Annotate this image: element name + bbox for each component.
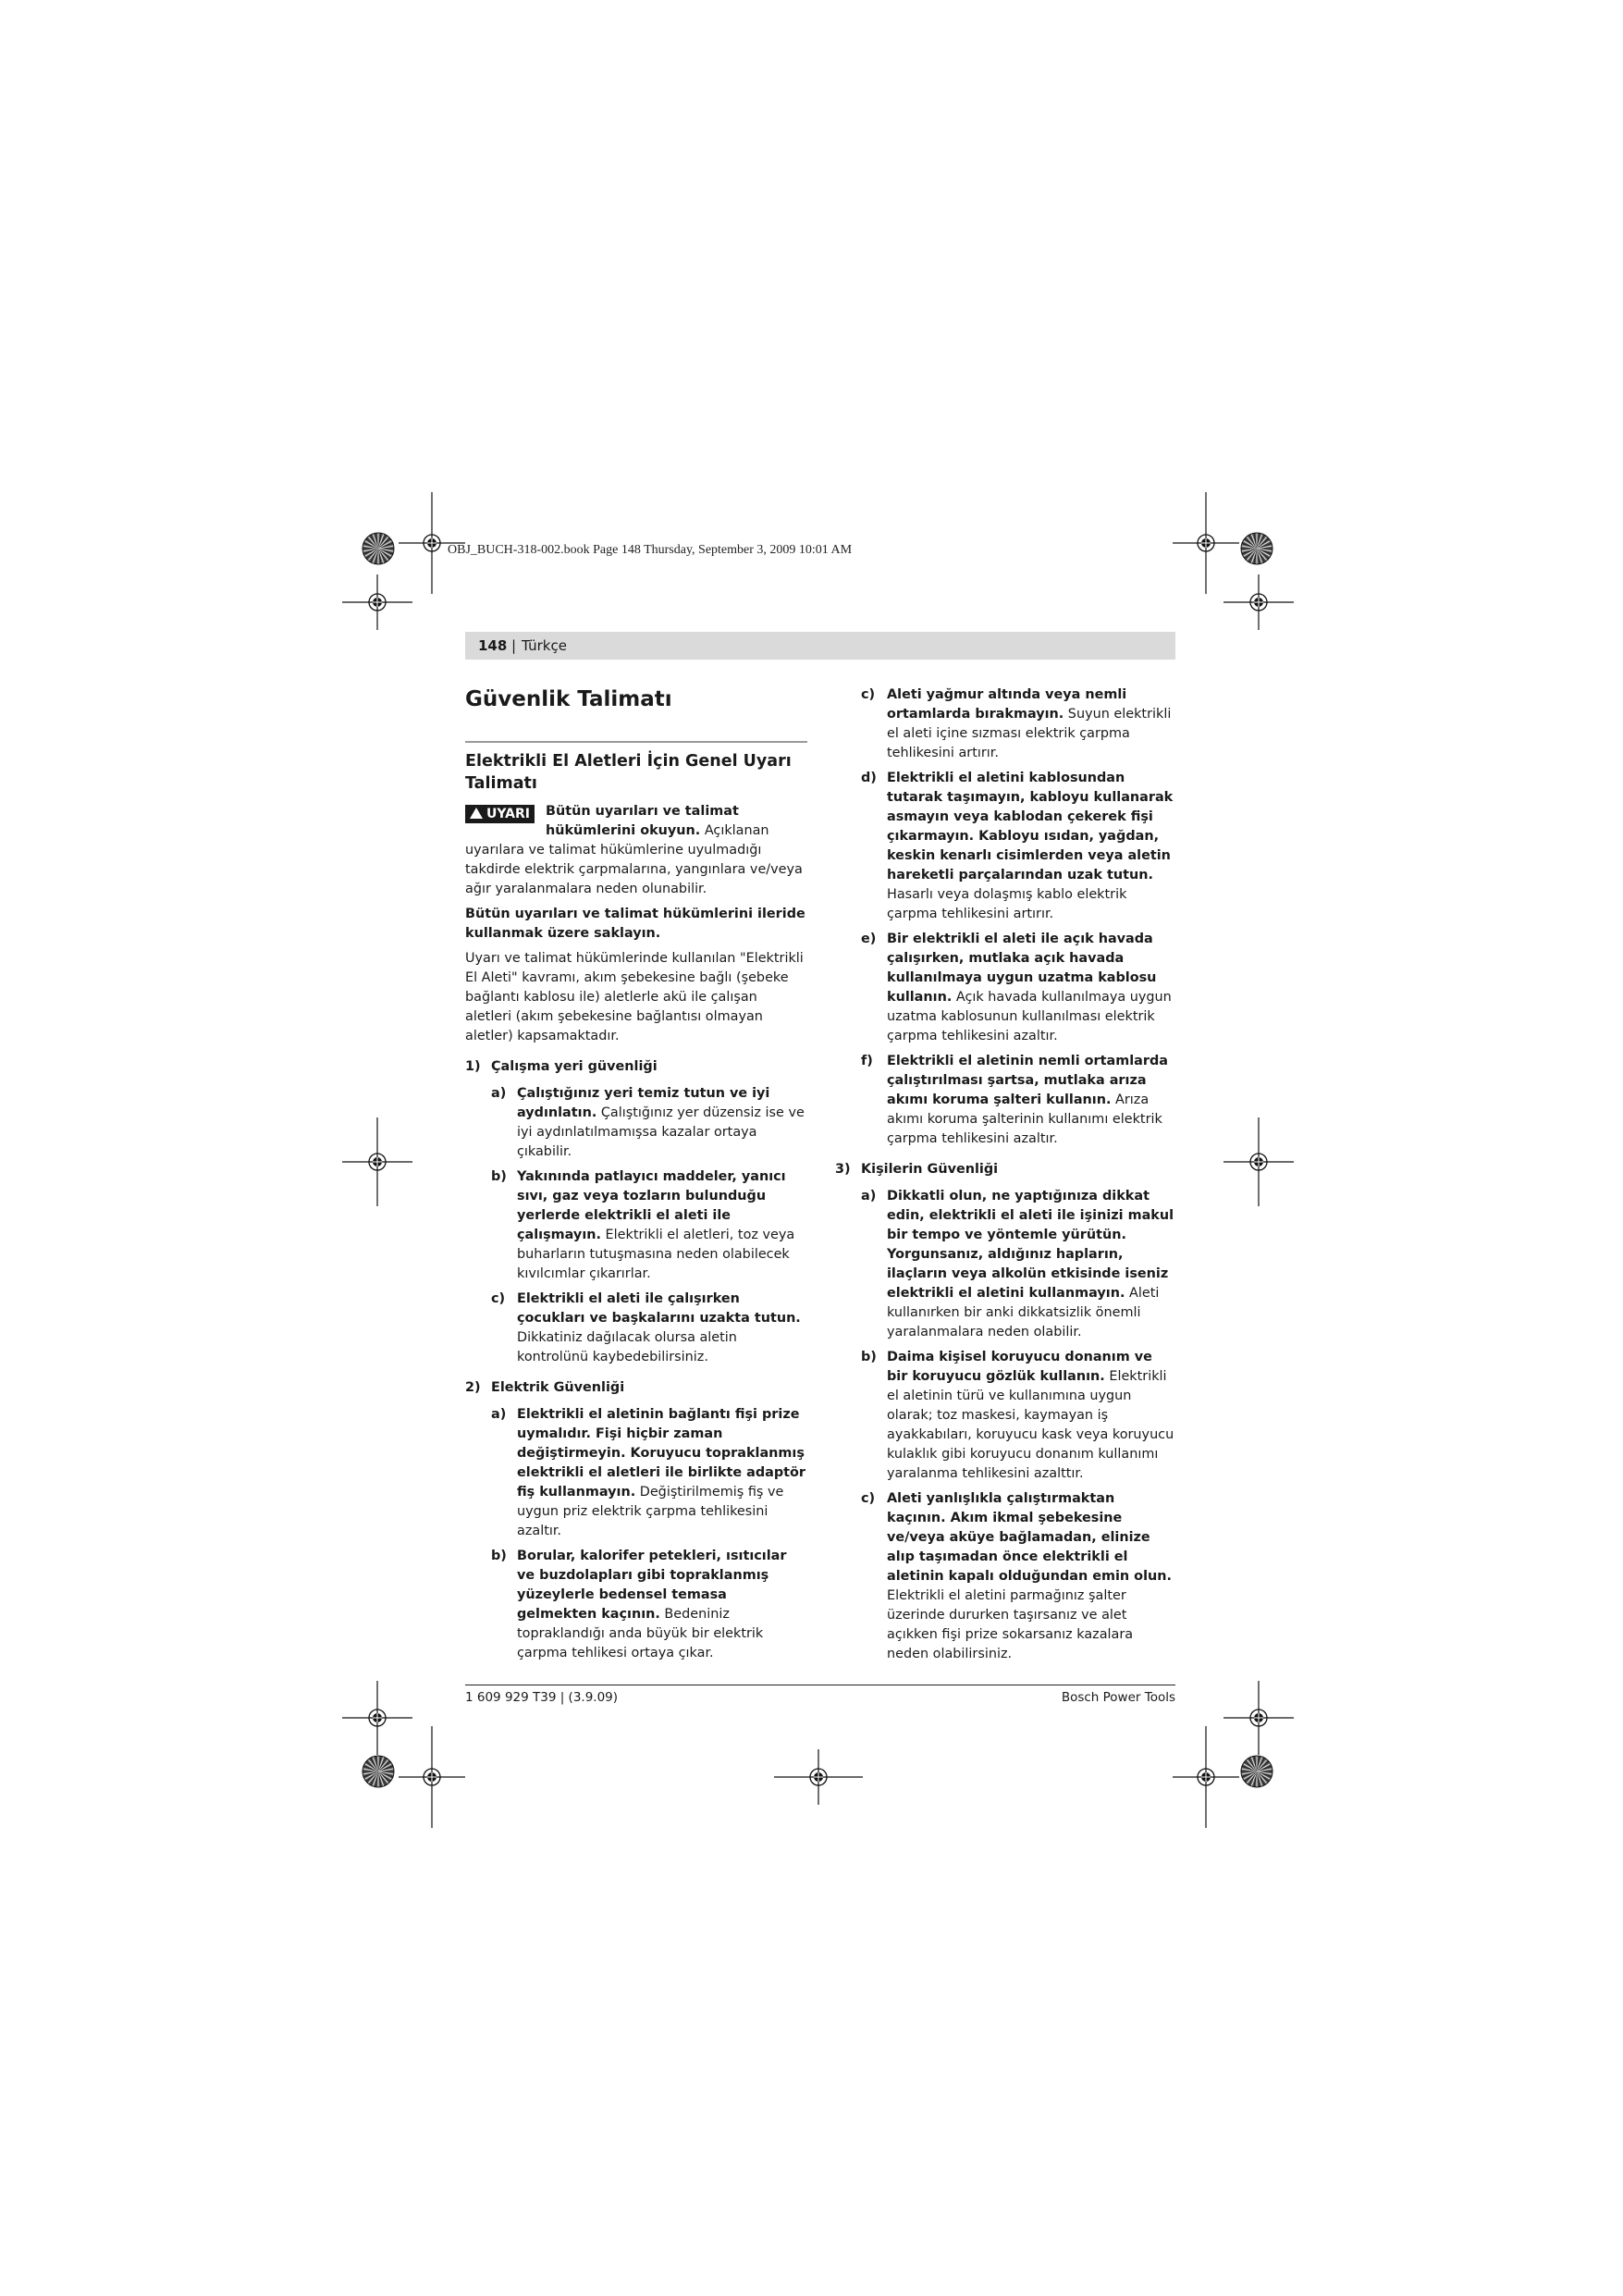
- crop-mark: [774, 1749, 863, 1805]
- page-title: Güvenlik Talimatı: [465, 687, 672, 711]
- registration-starburst-icon: [1241, 1756, 1273, 1787]
- header-separator: |: [511, 637, 517, 654]
- crop-mark: [1173, 492, 1239, 594]
- crop-mark: [1223, 574, 1294, 630]
- right-column: [835, 685, 1175, 1670]
- definition-paragraph: Uyarı ve talimat hükümlerinde kullanılan "Elektrikli El Aleti" kavramı, akım şebekesine bağlı (şebeke bağlantı kablosu ile) aletlerle akü ile çalışan aletleri (akım şebekesine bağlantısı olmayan aletler) kapsamaktadır.: [465, 951, 804, 1043]
- page-number: 148: [478, 637, 508, 654]
- list-item: d) Elektrikli el aletini kablosundan tutarak taşımayın, kabloyu kullanarak asmayın veya kablodan çekerek fişi çıkarmayın. Kabloyu ısıdan, yağdan, keskin kenarlı cisimlerden veya aletin hareketli parçalarından uzak tutun. Hasarlı veya dolaşmış kablo elektrik çarpma tehlikesini artırır.: [861, 771, 1174, 921]
- section-1-heading: 1) Çalışma yeri güvenliği: [465, 1059, 658, 1074]
- list-item: b) Borular, kalorifer petekleri, ısıtıcılar ve buzdolapları gibi topraklanmış yüzeylerle bedensel temasa gelmekten kaçının. Bedeniniz topraklandığı anda büyük bir elektrik çarpma tehlikesi ortaya çıkar.: [491, 1549, 787, 1660]
- warning-bold-text: Bütün uyarıları ve talimat hükümlerini okuyun.: [546, 804, 739, 838]
- registration-starburst-icon: [1241, 533, 1273, 564]
- crop-mark: [342, 1117, 412, 1206]
- crop-mark: [1223, 1117, 1294, 1206]
- list-item: b) Daima kişisel koruyucu donanım ve bir koruyucu gözlük kullanın. Elektrikli el aletinin türü ve kullanımına uygun olarak; toz maskesi, kaymayan iş ayakkabıları, koruyucu kask veya koruyucu kulaklık gibi koruyucu donanım kullanımı yaralanma tehlikesini azalttır.: [861, 1350, 1174, 1481]
- registration-starburst-icon: [363, 533, 394, 564]
- crop-mark: [342, 574, 412, 630]
- warning-text: Açıklanan uyarılara ve talimat hükümlerine uyulmadığı takdirde elektrik çarpmalarına, yangınlara ve/veya ağır yaralanmalara neden olunabilir.: [465, 823, 803, 896]
- list-item: a) Elektrikli el aletinin bağlantı fişi prize uymalıdır. Fişi hiçbir zaman değiştirmeyin. Koruyucu topraklanmış elektrikli el aletleri ile birlikte adaptör fiş kullanmayın. Değiştirilmemiş fiş ve uygun priz elektrik çarpma tehlikesini azaltır.: [491, 1407, 806, 1538]
- list-item: e) Bir elektrikli el aleti ile açık havada çalışırken, mutlaka açık havada kullanılmaya uygun uzatma kablosu kullanın. Açık havada kullanılmaya uygun uzatma kablosunun kullanılması elektrik çarpma tehlikesini azaltır.: [861, 932, 1172, 1043]
- warning-block: [465, 802, 807, 899]
- warning-triangle-icon: !: [470, 806, 486, 822]
- crop-mark: [342, 1681, 412, 1755]
- list-item: c) Aleti yanlışlıkla çalıştırmaktan kaçının. Akım ikmal şebekesine ve/veya aküye bağlamadan, elinize alıp taşımadan önce elektrikli el aletinin kapalı olduğundan emin olun. Elektrikli el aletini parmağınız şalter üzerinde dururken taşırsanız ve alet açıkken fişi prize sokarsanız kazalara neden olabilirsiniz.: [861, 1491, 1172, 1661]
- registration-starburst-icon: [363, 1756, 394, 1787]
- crop-mark: [1173, 1726, 1239, 1828]
- warning-badge: ! UYARI: [465, 805, 535, 823]
- crop-mark: [399, 1726, 465, 1828]
- list-item: f) Elektrikli el aletinin nemli ortamlarda çalıştırılması şartsa, mutlaka arıza akımı koruma şalteri kullanın. Arıza akımı koruma şalterinin kullanımı elektrik çarpma tehlikesini azaltır.: [861, 1054, 1168, 1146]
- footer-doc-number: 1 609 929 T39 | (3.9.09): [465, 1690, 619, 1705]
- section-2-heading: 2) Elektrik Güvenliği: [465, 1380, 625, 1395]
- header-language: Türkçe: [522, 637, 567, 654]
- list-item: a) Çalıştığınız yeri temiz tutun ve iyi aydınlatın. Çalıştığınız yer düzensiz ise ve iyi aydınlatılmamışsa kazalar ortaya çıkabilir.: [491, 1086, 805, 1159]
- list-item: a) Dikkatli olun, ne yaptığınıza dikkat edin, elektrikli el aleti ile işinizi makul bir tempo ve yöntemle yürütün. Yorgunsanız, aldığınız hapların, ilaçların veya alkolün etkisinde iseniz elektrikli el aletini kullanmayın. Aleti kullanırken bir anki dikkatsizlik önemli yaralanmalara neden olabilir.: [861, 1189, 1174, 1339]
- print-job-header: OBJ_BUCH-318-002.book Page 148 Thursday, September 3, 2009 10:01 AM: [448, 543, 853, 557]
- section-subtitle: Elektrikli El Aletleri İçin Genel Uyarı Talimatı: [465, 741, 807, 795]
- page-header-bar: [465, 632, 1175, 660]
- list-item: c) Aleti yağmur altında veya nemli ortamlarda bırakmayın. Suyun elektrikli el aleti içine sızması elektrik çarpma tehlikesini artırır.: [861, 687, 1172, 760]
- crop-mark: [1223, 1681, 1294, 1755]
- list-item: c) Elektrikli el aleti ile çalışırken çocukları ve başkalarını uzakta tutun. Dikkatiniz dağılacak olursa aletin kontrolünü kaybedebilirsiniz.: [491, 1291, 801, 1364]
- section-3-heading: 3) Kişilerin Güvenliği: [835, 1162, 999, 1177]
- keep-instructions: Bütün uyarıları ve talimat hükümlerini ileride kullanmak üzere saklayın.: [465, 907, 805, 941]
- footer-brand: Bosch Power Tools: [1061, 1690, 1175, 1705]
- left-column: [465, 685, 807, 1669]
- list-item: b) Yakınında patlayıcı maddeler, yanıcı sıvı, gaz veya tozların bulunduğu yerlerde elektrikli el aleti ile çalışmayın. Elektrikli el aletleri, toz veya buharların tutuşmasına neden olabilecek kıvılcımlar çıkarırlar.: [491, 1169, 795, 1281]
